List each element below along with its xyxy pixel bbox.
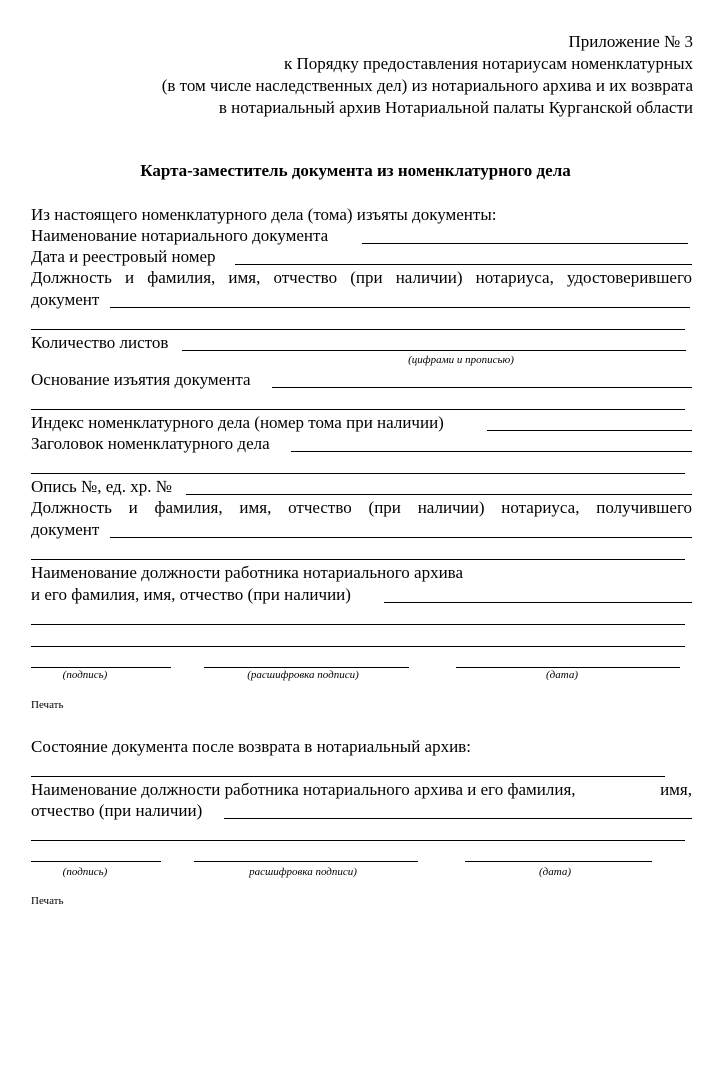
notary-certified-label: Должность и фамилия, имя, отчество (при наличии) нотариуса, удостоверившего — [31, 268, 692, 287]
notary-received-label: Должность и фамилия, имя, отчество (при наличии) нотариуса, получившего — [31, 498, 692, 517]
date-reg-line[interactable] — [235, 264, 692, 265]
return-state-line[interactable] — [31, 776, 665, 777]
signature-line[interactable] — [31, 667, 171, 668]
return-seal-label: Печать — [31, 895, 64, 907]
return-signature-line[interactable] — [31, 861, 161, 862]
signature-caption: (подпись) — [62, 669, 108, 681]
intro-text: Из настоящего номенклатурного дела (тома) изъяты документы: — [31, 205, 497, 224]
return-archivist-line-2[interactable] — [31, 840, 685, 841]
reason-line[interactable] — [272, 387, 692, 388]
notary-certified-line[interactable] — [110, 307, 690, 308]
heading-line[interactable] — [291, 451, 692, 452]
appendix-number: Приложение № 3 — [568, 32, 693, 51]
return-date-caption: (дата) — [539, 866, 571, 878]
archivist-label-2: и его фамилия, имя, отчество (при наличии) — [31, 585, 351, 604]
return-archivist-label-b: имя, — [660, 780, 692, 799]
header-line-4: в нотариальный архив Нотариальной палаты Курганской области — [218, 98, 693, 117]
doc-name-line[interactable] — [362, 243, 688, 244]
archivist-line[interactable] — [384, 602, 692, 603]
reason-label: Основание изъятия документа — [31, 370, 251, 389]
notary-received-line-2[interactable] — [31, 559, 685, 560]
return-archivist-label-2: отчество (при наличии) — [31, 801, 203, 820]
inventory-label: Опись №, ед. хр. № — [31, 477, 172, 496]
date-caption: (дата) — [546, 669, 578, 681]
doc-name-label: Наименование нотариального документа — [31, 226, 329, 245]
sheets-label: Количество листов — [31, 333, 169, 352]
signature-decode-caption: (расшифровка подписи) — [247, 669, 359, 681]
header-line-3: (в том числе наследственных дел) из нотариального архива и их возврата — [161, 76, 693, 95]
notary-received-line[interactable] — [110, 537, 692, 538]
return-signature-decode-caption: расшифровка подписи) — [249, 866, 357, 878]
notary-received-label-2: документ — [31, 520, 100, 539]
return-archivist-line[interactable] — [224, 818, 692, 819]
reason-line-2[interactable] — [31, 409, 685, 410]
page-title: Карта-заместитель документа из номенклатурного дела — [140, 161, 571, 180]
return-signature-decode-line[interactable] — [194, 861, 418, 862]
archivist-line-3[interactable] — [31, 646, 685, 647]
return-signature-caption: (подпись) — [62, 866, 108, 878]
inventory-line[interactable] — [186, 494, 692, 495]
index-label: Индекс номенклатурного дела (номер тома при наличии) — [31, 413, 444, 432]
date-line[interactable] — [456, 667, 680, 668]
date-reg-label: Дата и реестровый номер — [31, 247, 216, 266]
return-date-line[interactable] — [465, 861, 652, 862]
signature-decode-line[interactable] — [204, 667, 409, 668]
sheets-hint: (цифрами и прописью) — [408, 354, 514, 366]
return-archivist-label: Наименование должности работника нотариального архива и его фамилия, — [31, 780, 576, 799]
seal-label: Печать — [31, 699, 64, 711]
notary-certified-label-2: документ — [31, 290, 100, 309]
archivist-label: Наименование должности работника нотариального архива — [31, 563, 464, 582]
archivist-line-2[interactable] — [31, 624, 685, 625]
header-line-2: к Порядку предоставления нотариусам номенклатурных — [283, 54, 693, 73]
heading-label: Заголовок номенклатурного дела — [31, 434, 270, 453]
sheets-line[interactable] — [182, 350, 686, 351]
notary-certified-line-2[interactable] — [31, 329, 685, 330]
return-state-label: Состояние документа после возврата в нотариальный архив: — [31, 737, 471, 756]
heading-line-2[interactable] — [31, 473, 685, 474]
index-line[interactable] — [487, 430, 692, 431]
